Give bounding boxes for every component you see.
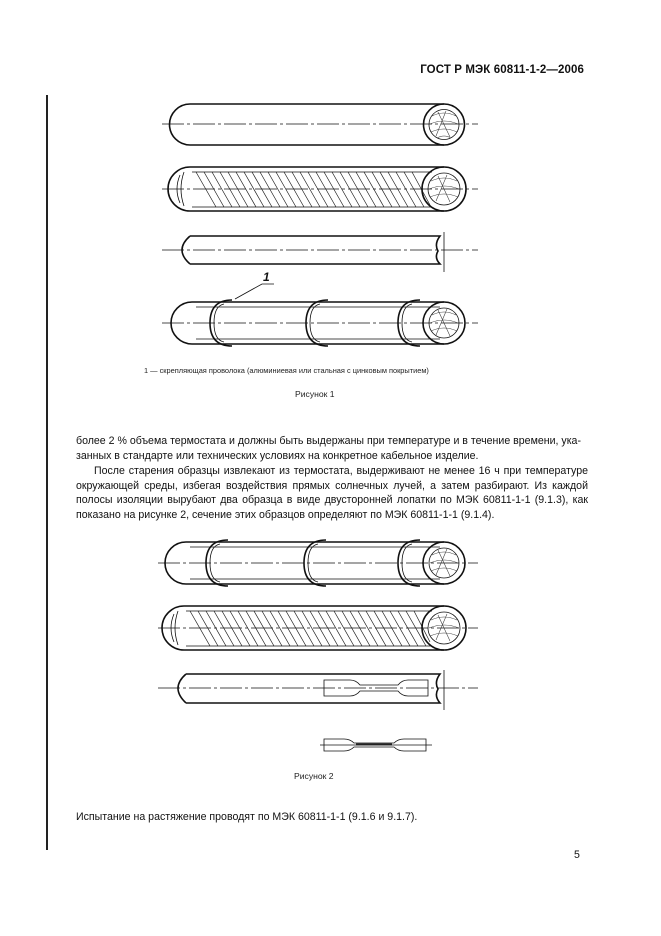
fig2-strip-with-specimen xyxy=(158,670,478,710)
fig2-title: Рисунок 2 xyxy=(294,771,334,781)
fig2-cable-stranded xyxy=(158,606,478,650)
paragraph-1-line-2: занных в стандарте или технических условиях на конкретное кабельное изделие. xyxy=(76,449,479,462)
paragraph-3: Испытание на растяжение проводят по МЭК 60811-1-1 (9.1.6 и 9.1.7). xyxy=(76,811,418,823)
paragraph-1-line-1: более 2 % объема термостата и должны быть выдержаны при температуре и в течение времени, ука- xyxy=(76,435,581,447)
document-header: ГОСТ Р МЭК 60811-1-2—2006 xyxy=(420,64,584,76)
fig1-title: Рисунок 1 xyxy=(295,389,335,399)
fig1-callout-label: 1 xyxy=(263,270,270,284)
page-number: 5 xyxy=(574,849,580,861)
fig2-dumbbell-specimen xyxy=(320,739,432,751)
fig1-legend: 1 — скрепляющая проволока (алюминиевая или стальная с цинковым покрытием) xyxy=(144,366,429,375)
paragraph-2-text: После старения образцы извлекают из термостата, выдерживают не менее 16 ч при температуре окружающей среды, избегая воздействия прямых солнечных лучей, а затем разбирают. Из каждой полосы изоляции вырубают два образца в виде двусторонней лопатки по МЭК 60811-1-1 (9.1.3), как показано на рисунке 2, сечение этих образцов определяют по МЭК 60811-1-1 (9.1.4). xyxy=(76,465,588,521)
fig2-cable-with-wire xyxy=(158,540,478,586)
